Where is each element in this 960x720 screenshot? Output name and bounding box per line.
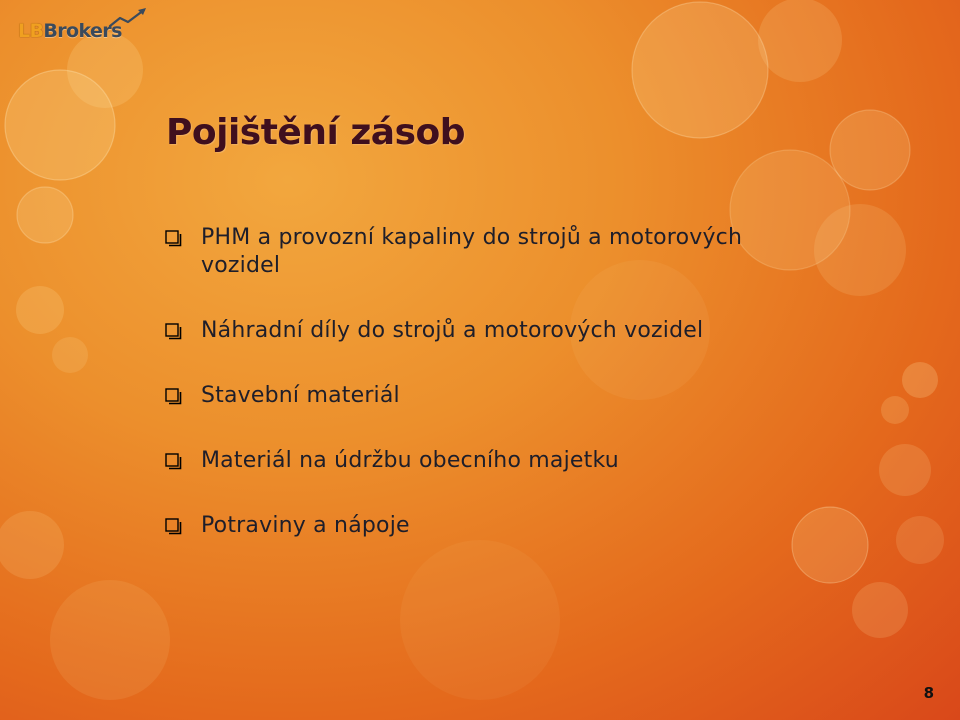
bullet-item (165, 382, 825, 410)
bullet-text: Stavební materiál (201, 383, 400, 408)
checkbox-icon (165, 453, 182, 470)
checkbox-icon (165, 388, 182, 405)
checkbox-icon (165, 323, 182, 340)
bullet-item (165, 447, 825, 475)
bullet-text: Náhradní díly do strojů a motorových vozidel (201, 318, 704, 343)
bullet-item (165, 317, 825, 345)
bullet-text: Potraviny a nápoje (201, 513, 410, 538)
bullet-list (165, 224, 825, 540)
bullet-text: PHM a provozní kapaliny do strojů a motorových vozidel (201, 225, 743, 278)
bullet-item (165, 224, 825, 280)
logo-lb-text: LB (18, 20, 44, 42)
slide-title: Pojištění zásob (166, 112, 466, 153)
checkbox-icon (165, 518, 182, 535)
lbbrokers-logo (16, 6, 148, 46)
checkbox-icon (165, 230, 182, 247)
bullet-text: Materiál na údržbu obecního majetku (201, 448, 619, 473)
page-number: 8 (923, 684, 934, 702)
logo-brokers-text: Brokers (43, 20, 122, 42)
bullet-item (165, 512, 825, 540)
